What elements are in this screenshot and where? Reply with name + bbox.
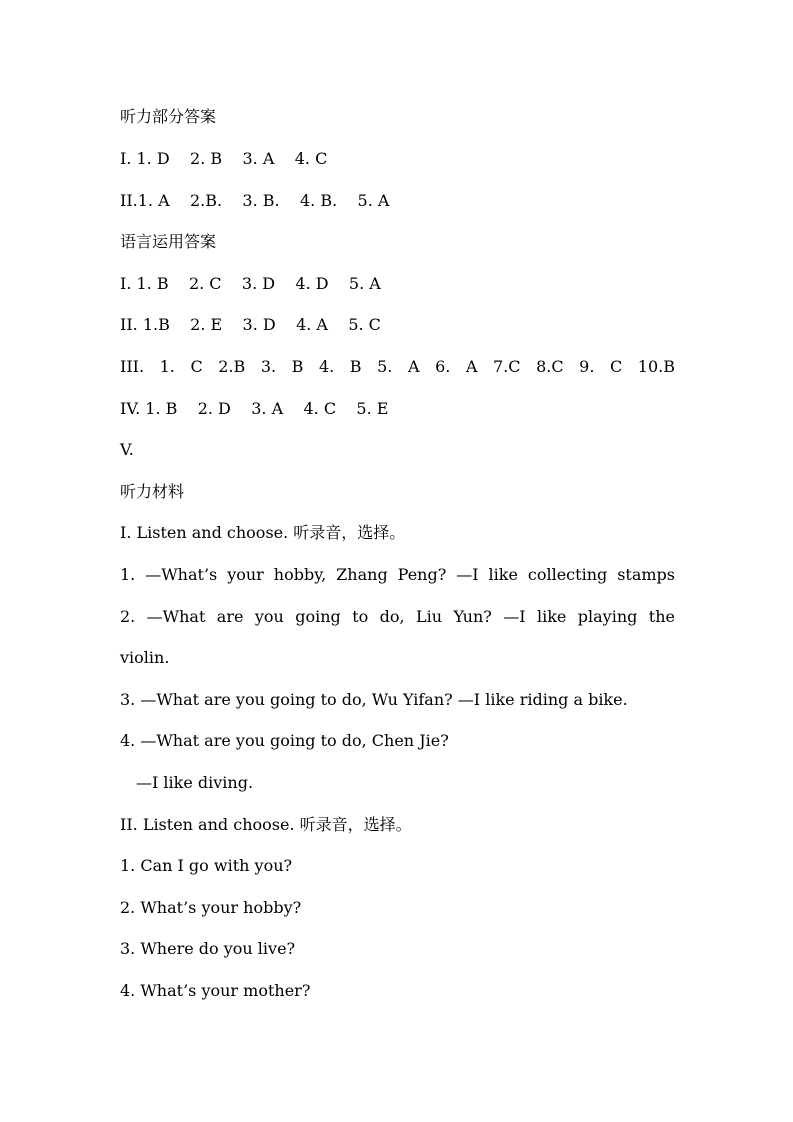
material-part2-item-3: 3. Where do you live? [120, 939, 296, 958]
material-item-1: 1. —What’s your hobby, Zhang Peng? —I like collecting stamps [120, 565, 675, 584]
answer-line-language-4: IV. 1. B 2. D 3. A 4. C 5. E [120, 399, 389, 418]
section-heading-listening-answers: 听力部分答案 [120, 107, 217, 126]
answer-line-language-2: II. 1.B 2. E 3. D 4. A 5. C [120, 315, 381, 334]
answer-line-language-5: V. [120, 440, 134, 459]
section-heading-listening-material: 听力材料 [120, 482, 185, 501]
material-part2-item-1: 1. Can I go with you? [120, 856, 293, 875]
answer-line-language-1: I. 1. B 2. C 3. D 4. D 5. A [120, 274, 381, 293]
material-part2-item-2: 2. What’s your hobby? [120, 898, 302, 917]
answer-line-listening-2: II.1. A 2.B. 3. B. 4. B. 5. A [120, 191, 390, 210]
section-heading-language-answers: 语言运用答案 [120, 232, 217, 251]
material-item-3: 3. —What are you going to do, Wu Yifan? —I like riding a bike. [120, 690, 628, 709]
material-item-2: 2. —What are you going to do, Liu Yun? —I like playing the [120, 607, 675, 626]
material-part2-heading: II. Listen and choose. 听录音，选择。 [120, 815, 412, 834]
answer-line-listening-1: I. 1. D 2. B 3. A 4. C [120, 149, 328, 168]
answer-line-language-3: III. 1. C 2.B 3. B 4. B 5. A 6. A 7.C 8.C 9. C 10.B [120, 357, 675, 376]
material-item-4: 4. —What are you going to do, Chen Jie? [120, 731, 449, 750]
material-item-4-reply: —I like diving. [136, 773, 254, 792]
material-part1-heading: I. Listen and choose. 听录音，选择。 [120, 523, 406, 542]
material-part2-item-4: 4. What’s your mother? [120, 981, 311, 1000]
material-item-2-continued: violin. [120, 648, 170, 667]
